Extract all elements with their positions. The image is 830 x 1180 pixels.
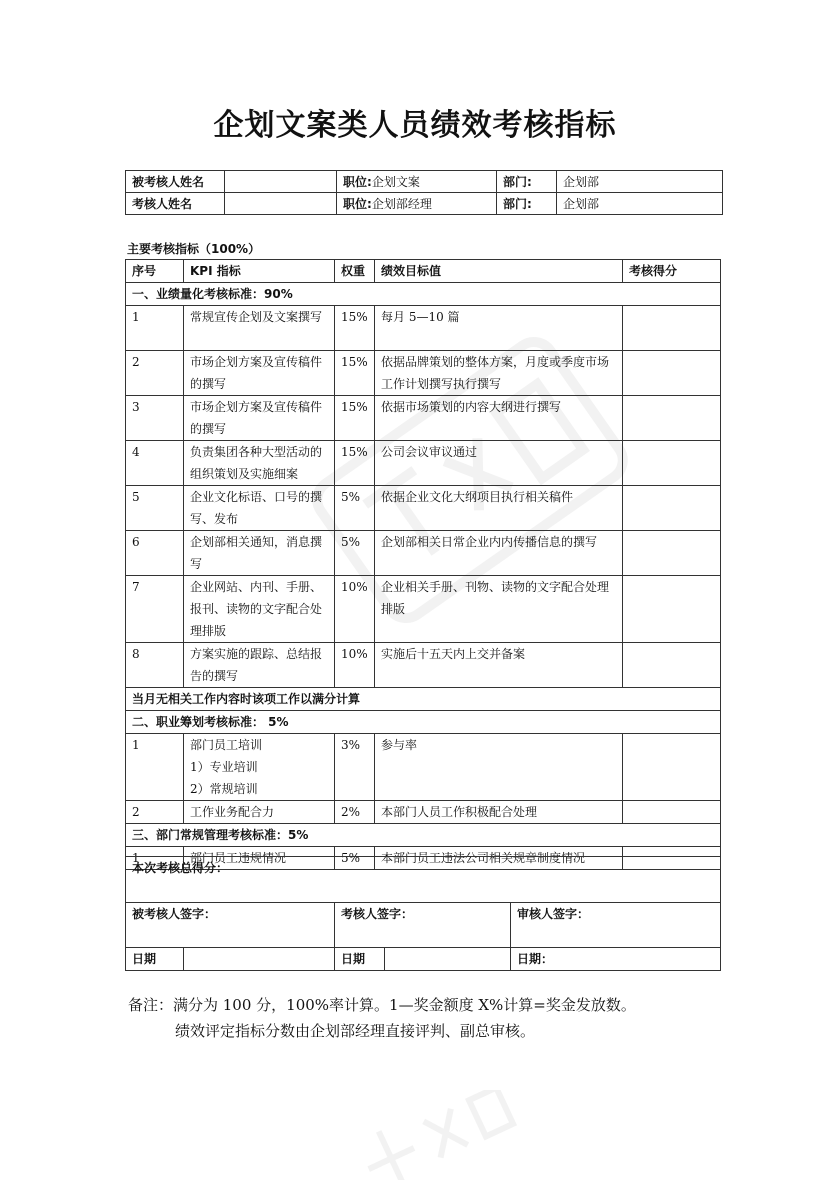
row-no: 5 (126, 486, 184, 531)
row-kpi: 工作业务配合力 (184, 801, 335, 824)
row-weight: 15% (335, 351, 375, 396)
row-target: 企业相关手册、刊物、读物的文字配合处理排版 (375, 576, 623, 643)
dept-value: 企划部 (557, 171, 723, 193)
position-label: 职位: (343, 196, 372, 211)
row-weight: 10% (335, 643, 375, 688)
date-field-1[interactable] (184, 948, 335, 971)
header-score: 考核得分 (623, 260, 721, 283)
row-no: 7 (126, 576, 184, 643)
assessee-name-label: 被考核人姓名 (126, 171, 225, 193)
dept-label: 部门: (497, 171, 557, 193)
position-label: 职位: (343, 174, 372, 189)
assessor-signature-field[interactable]: 考核人签字： (335, 903, 511, 948)
note-line-1: 备注：满分为 100 分，100%率计算。1—奖金额度 X%计算=奖金发放数。 (128, 996, 636, 1014)
row-target: 依据市场策划的内容大纲进行撰写 (375, 396, 623, 441)
row-no: 1 (126, 847, 184, 870)
assessor-name-label: 考核人姓名 (126, 193, 225, 215)
assessor-name-field[interactable] (225, 193, 337, 215)
row-weight: 3% (335, 734, 375, 801)
dept-value: 企划部 (557, 193, 723, 215)
row-kpi: 市场企划方案及宣传稿件的撰写 (184, 351, 335, 396)
row-score-input[interactable] (623, 351, 721, 396)
table-row (126, 576, 721, 643)
row-target: 依据品牌策划的整体方案，月度或季度市场工作计划撰写执行撰写 (375, 351, 623, 396)
assessee-row (126, 171, 723, 193)
total-score-row (126, 857, 721, 903)
assessor-position-cell (337, 193, 497, 215)
row-kpi-line: 部门员工培训 (190, 738, 263, 752)
row-kpi-line: 1）专业培训 (190, 760, 258, 774)
row-weight: 15% (335, 396, 375, 441)
row-target: 本部门人员工作积极配合处理 (375, 801, 623, 824)
row-kpi: 部门员工违规情况 (184, 847, 335, 870)
row-score-input[interactable] (623, 531, 721, 576)
date-field-2[interactable] (385, 948, 511, 971)
row-weight: 15% (335, 306, 375, 351)
row-no: 8 (126, 643, 184, 688)
position-value: 企划文案 (371, 174, 420, 189)
table-row (126, 531, 721, 576)
assessee-signature-field[interactable]: 被考核人签字： (126, 903, 335, 948)
full-score-note: 当月无相关工作内容时该项工作以满分计算 (126, 688, 721, 711)
row-kpi: 市场企划方案及宣传稿件的撰写 (184, 396, 335, 441)
row-weight: 2% (335, 801, 375, 824)
section-1-title: 一、业绩量化考核标准：90% (126, 283, 721, 306)
row-kpi-line: 2）常规培训 (190, 782, 258, 796)
notes-block (128, 992, 636, 1044)
row-target: 参与率 (375, 734, 623, 801)
row-score-input[interactable] (623, 576, 721, 643)
row-weight: 5% (335, 531, 375, 576)
row-kpi: 常规宣传企划及文案撰写 (184, 306, 335, 351)
row-target: 企划部相关日常企业内内传播信息的撰写 (375, 531, 623, 576)
section-row (126, 283, 721, 306)
watermark-logo-bottom (330, 1090, 530, 1180)
row-score-input[interactable] (623, 801, 721, 824)
table-row (126, 486, 721, 531)
kpi-table (125, 259, 721, 870)
row-target: 公司会议审议通过 (375, 441, 623, 486)
assessee-name-field[interactable] (225, 171, 337, 193)
section-row (126, 824, 721, 847)
row-score-input[interactable] (623, 441, 721, 486)
row-target: 每月 5—10 篇 (375, 306, 623, 351)
row-no: 2 (126, 351, 184, 396)
row-kpi: 企业网站、内刊、手册、报刊、读物的文字配合处理排版 (184, 576, 335, 643)
row-no: 4 (126, 441, 184, 486)
header-weight: 权重 (335, 260, 375, 283)
section-3-title: 三、部门常规管理考核标准：5% (126, 824, 721, 847)
signature-row (126, 903, 721, 948)
row-no: 6 (126, 531, 184, 576)
kpi-caption: 主要考核指标（100%） (127, 242, 261, 256)
row-kpi: 企业文化标语、口号的撰写、发布 (184, 486, 335, 531)
table-row (126, 396, 721, 441)
table-row (126, 734, 721, 801)
table-row (126, 801, 721, 824)
dept-label: 部门: (497, 193, 557, 215)
header-target: 绩效目标值 (375, 260, 623, 283)
row-target: 依据企业文化大纲项目执行相关稿件 (375, 486, 623, 531)
row-no: 3 (126, 396, 184, 441)
row-weight: 10% (335, 576, 375, 643)
header-no: 序号 (126, 260, 184, 283)
header-kpi: KPI 指标 (184, 260, 335, 283)
position-value: 企划部经理 (371, 196, 432, 211)
note-row (126, 688, 721, 711)
total-score-label: 本次考核总得分： (126, 857, 721, 903)
row-score-input[interactable] (623, 643, 721, 688)
row-no: 2 (126, 801, 184, 824)
section-row (126, 711, 721, 734)
row-weight: 15% (335, 441, 375, 486)
row-kpi: 方案实施的跟踪、总结报告的撰写 (184, 643, 335, 688)
section-2-title: 二、职业筹划考核标准： 5% (126, 711, 721, 734)
date-label-2: 日期 (335, 948, 385, 971)
date-label-3[interactable]: 日期： (511, 948, 721, 971)
kpi-header-row (126, 260, 721, 283)
table-row (126, 306, 721, 351)
date-label-1: 日期 (126, 948, 184, 971)
row-score-input[interactable] (623, 734, 721, 801)
assessee-position-cell (337, 171, 497, 193)
row-kpi: 企划部相关通知，消息撰写 (184, 531, 335, 576)
row-kpi (184, 734, 335, 801)
document-title: 企划文案类人员绩效考核指标 (213, 108, 617, 143)
row-weight: 5% (335, 847, 375, 870)
row-score-input[interactable] (623, 486, 721, 531)
row-no: 1 (126, 734, 184, 801)
row-target: 本部门员工违法公司相关规章制度情况 (375, 847, 623, 870)
row-no: 1 (126, 306, 184, 351)
note-line-2: 绩效评定指标分数由企划部经理直接评判、副总审核。 (175, 1022, 536, 1040)
row-score-input[interactable] (623, 306, 721, 351)
row-score-input[interactable] (623, 396, 721, 441)
reviewer-signature-field[interactable]: 审核人签字： (511, 903, 721, 948)
row-weight: 5% (335, 486, 375, 531)
table-row (126, 351, 721, 396)
assessor-row (126, 193, 723, 215)
signoff-table (125, 856, 721, 971)
row-kpi: 负责集团各种大型活动的组织策划及实施细案 (184, 441, 335, 486)
table-row (126, 441, 721, 486)
table-row (126, 643, 721, 688)
date-row (126, 948, 721, 971)
info-table (125, 170, 723, 215)
row-target: 实施后十五天内上交并备案 (375, 643, 623, 688)
